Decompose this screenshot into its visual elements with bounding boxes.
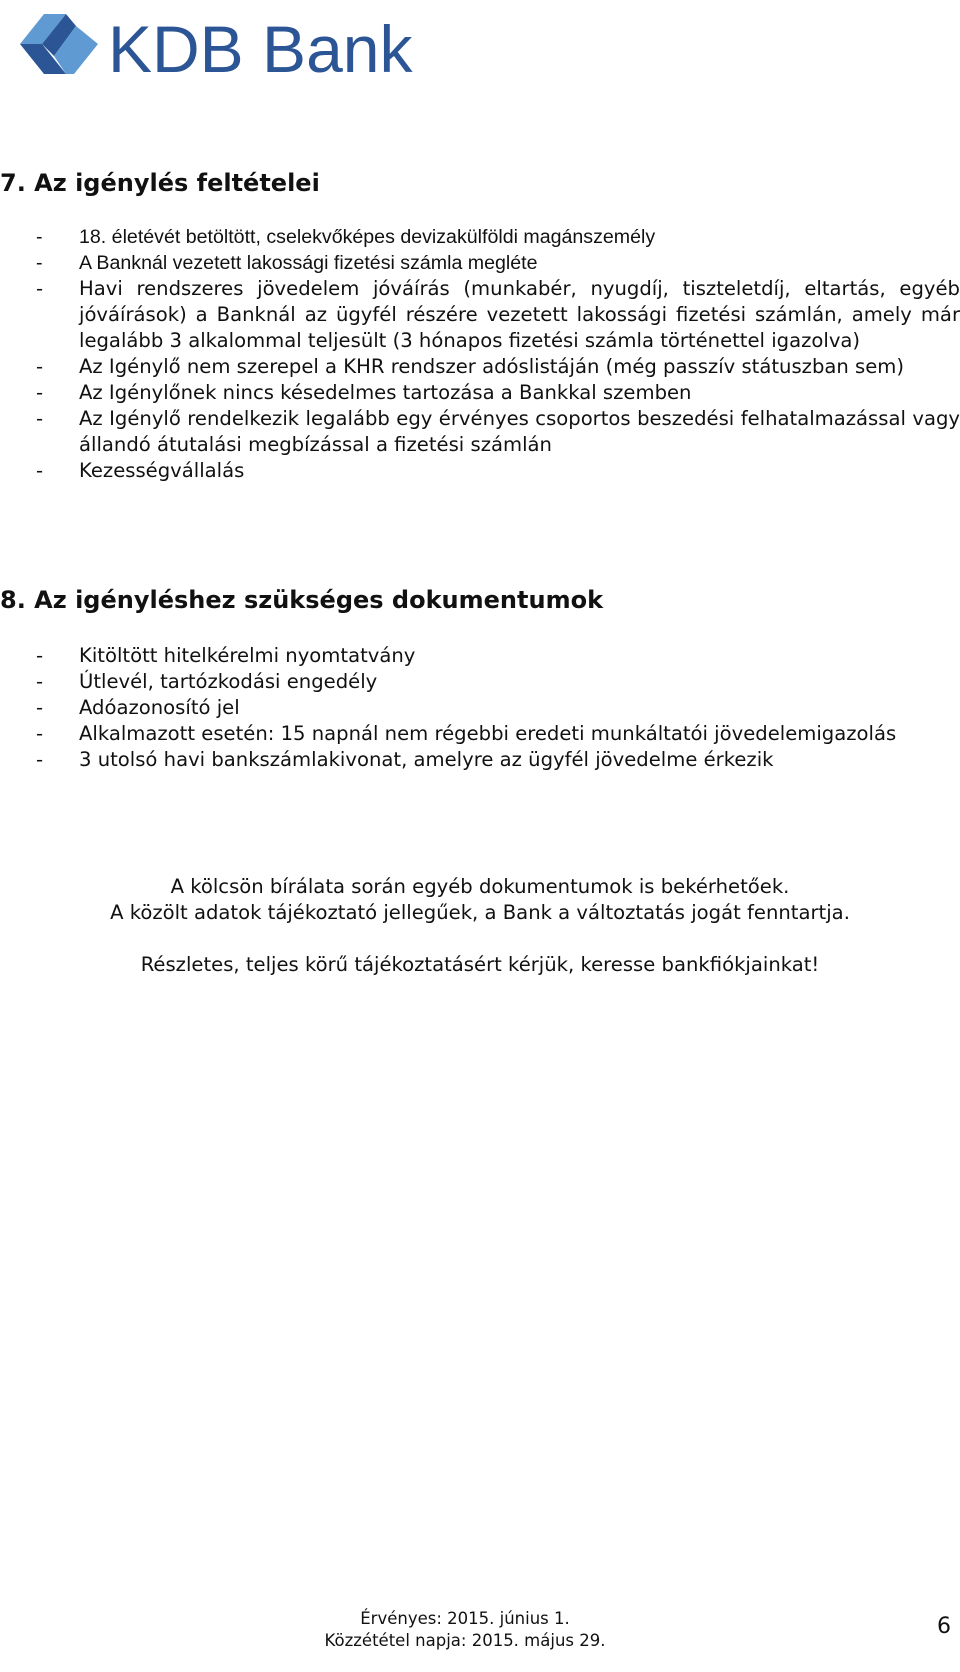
list-dash: - — [36, 226, 43, 248]
list-item: - Útlevél, tartózkodási engedély — [36, 670, 378, 693]
list-dash: - — [36, 381, 44, 404]
list-dash: - — [36, 355, 44, 378]
kdb-bank-logo-graphic — [18, 6, 438, 86]
list-item: - 3 utolsó havi bankszámlakivonat, amelyre az ügyfél jövedelme érkezik — [36, 748, 774, 771]
conditions-list — [36, 224, 960, 484]
documents-list — [36, 643, 960, 773]
list-dash: - — [36, 277, 44, 300]
list-item: - 18. életévét betöltött, cselekvőképes devizakülföldi magánszemély — [36, 226, 656, 248]
kdb-bank-logo — [18, 6, 438, 86]
footer-published-date: Közzététel napja: 2015. május 29. — [324, 1631, 606, 1650]
list-item: - Havi rendszeres jövedelem jóváírás (munkabér, nyugdíj, tiszteletdíj, eltartás, egyéb jóváírások) a Banknál az ügyfél részére vezetett lakossági fizetési számlán, amely már legalább 3 alkalommal teljesült (3 hónapos fizetési számla történettel igazolva) — [36, 277, 960, 352]
list-item: - Az Igénylőnek nincs késedelmes tartozása a Bankkal szemben — [36, 381, 692, 404]
list-dash: - — [36, 252, 43, 274]
note-documents: A kölcsön bírálata során egyéb dokumentumok is bekérhetőek. — [170, 875, 790, 898]
list-item: - Az Igénylő rendelkezik legalább egy érvényes csoportos beszedési felhatalmazással vagy állandó átutalási megbízással a fizetési számlán — [36, 407, 960, 456]
footer-valid-date: Érvényes: 2015. június 1. — [360, 1609, 570, 1628]
list-item: - Kitöltött hitelkérelmi nyomtatvány — [36, 644, 416, 667]
list-item: - Alkalmazott esetén: 15 napnál nem régebbi eredeti munkáltatói jövedelemigazolás — [36, 722, 897, 745]
list-item: - Az Igénylő nem szerepel a KHR rendszer adóslistáján (még passzív státuszban sem) — [36, 355, 905, 378]
note-branches: Részletes, teljes körű tájékoztatásért kérjük, keresse bankfiókjainkat! — [140, 953, 820, 976]
logo-wordmark: KDB Bank — [108, 12, 413, 86]
note-disclaimer: A közölt adatok tájékoztató jellegűek, a Bank a változtatás jogát fenntartja. — [110, 901, 850, 924]
list-item: - Adóazonosító jel — [36, 696, 240, 719]
list-dash: - — [36, 459, 44, 482]
list-dash: - — [36, 748, 44, 771]
list-item: - A Banknál vezetett lakossági fizetési számla megléte — [36, 252, 538, 274]
list-dash: - — [36, 644, 44, 667]
section-7-heading: 7. Az igénylés feltételei — [0, 169, 320, 197]
page-number: 6 — [937, 1614, 951, 1639]
list-item: - Kezességvállalás — [36, 459, 245, 482]
list-dash: - — [36, 670, 44, 693]
list-dash: - — [36, 696, 44, 719]
list-dash: - — [36, 722, 44, 745]
section-8-heading: 8. Az igényléshez szükséges dokumentumok — [0, 586, 604, 614]
list-dash: - — [36, 407, 44, 430]
